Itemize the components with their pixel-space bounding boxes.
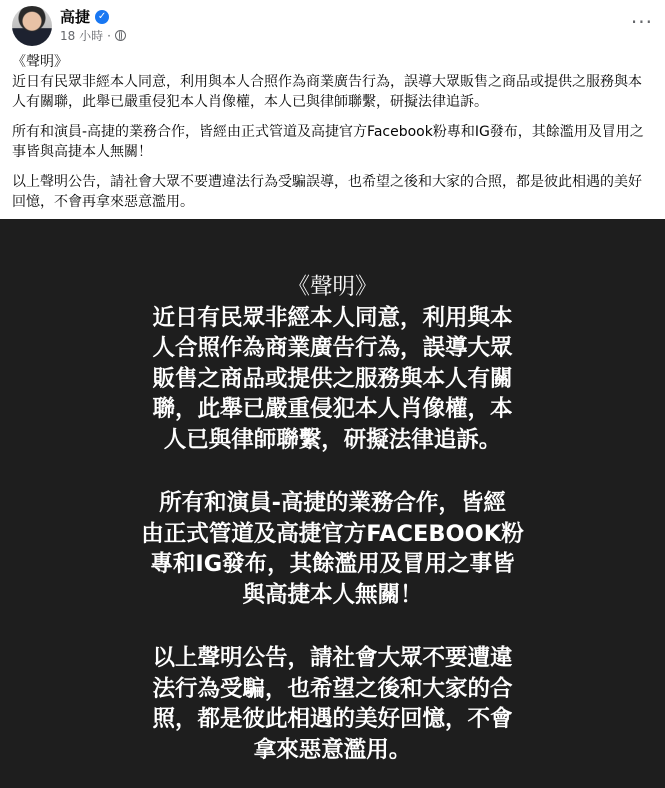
image-line: 人已與律師聯繫，研擬法律追訴。 — [163, 426, 502, 453]
image-line: 拿來惡意濫用。 — [253, 736, 412, 763]
post-paragraph-2: 所有和演員-高捷的業務合作，皆經由正式管道及高捷官方Facebook粉專和IG發布，其餘濫用及冒用之事皆與高捷本人無關！ — [12, 124, 644, 160]
post-time[interactable]: 18 小時 — [60, 29, 104, 43]
image-line: 照，都是彼此相遇的美好回憶，不會 — [152, 706, 513, 732]
post-text — [0, 52, 665, 212]
post-image[interactable] — [0, 219, 665, 788]
post-paragraph-1: 近日有民眾非經本人同意，利用與本人合照作為商業廣告行為，誤導大眾販售之商品或提供之服務與本人有關聯，此舉已嚴重侵犯本人肖像權，本人已與律師聯繫，研擬法律追訴。 — [12, 74, 642, 110]
image-line: 以上聲明公告，請社會大眾不要遭違 — [152, 645, 513, 671]
post-meta: 18 小時 · — [60, 27, 126, 44]
more-options-button[interactable]: ··· — [630, 10, 653, 34]
image-line: 專和IG發布，其餘濫用及冒用之事皆 — [150, 551, 515, 577]
verified-badge-icon: ✓ — [95, 10, 109, 24]
avatar[interactable] — [12, 6, 52, 46]
image-line: 人合照作為商業廣告行為，誤導大眾 — [152, 335, 513, 361]
image-line: 近日有民眾非經本人同意，利用與本 — [152, 304, 513, 331]
author-row — [60, 6, 109, 27]
image-line: 由正式管道及高捷官方FACEBOOK粉 — [141, 520, 524, 547]
image-line: 所有和演員-高捷的業務合作，皆經 — [159, 490, 506, 516]
image-line: 販售之商品或提供之服務與本人有關 — [152, 365, 513, 392]
post-header — [0, 0, 665, 52]
globe-icon — [115, 30, 126, 41]
image-line: 法行為受騙，也希望之後和大家的合 — [152, 675, 513, 702]
image-line: 聯，此舉已嚴重侵犯本人肖像權，本 — [152, 396, 513, 422]
post-paragraph-3: 以上聲明公告，請社會大眾不要遭違法行為受騙誤導，也希望之後和大家的合照，都是彼此相遇的美好回憶，不會再拿來惡意濫用。 — [12, 174, 642, 210]
post-title: 《聲明》 — [12, 54, 68, 70]
author-name[interactable]: 高捷 — [60, 8, 91, 26]
image-line: 與高捷本人無關！ — [242, 581, 423, 608]
image-title: 《聲明》 — [287, 274, 378, 300]
